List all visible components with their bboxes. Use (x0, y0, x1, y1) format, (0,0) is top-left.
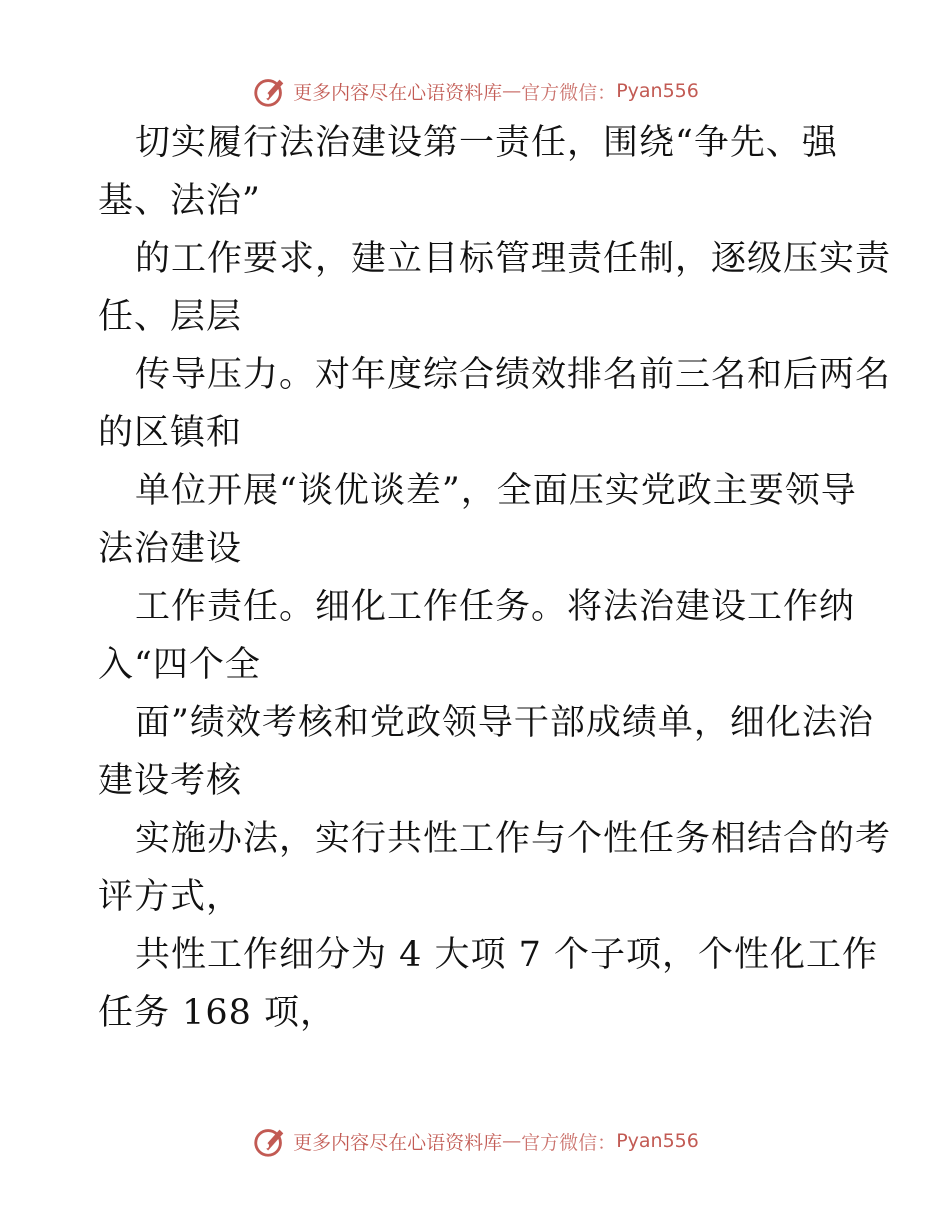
text-line: 任、层层 (98, 297, 243, 337)
watermark-code: Pyan556 (616, 1130, 699, 1152)
footer-watermark (0, 1121, 950, 1161)
watermark-code: Pyan556 (616, 80, 699, 102)
text-line: 评方式， (98, 877, 243, 917)
text-line: 法治建设 (98, 529, 243, 569)
text-line: 共性工作细分为 4 大项 7 个子项，个性化工作 (135, 935, 879, 975)
header-watermark (0, 71, 950, 111)
text-line: 切实履行法治建设第一责任，围绕“争先、强 (135, 123, 838, 163)
text-line: 基、法治” (98, 181, 261, 221)
pen-nib-logo-icon (251, 72, 289, 110)
text-line: 任务 168 项， (98, 993, 337, 1033)
text-line: 的工作要求，建立目标管理责任制，逐级压实责 (135, 239, 892, 279)
text-line: 传导压力。对年度综合绩效排名前三名和后两名 (135, 355, 892, 395)
text-line: 工作责任。细化工作任务。将法治建设工作纳 (135, 587, 856, 627)
watermark-label: 官方微信： (521, 1131, 617, 1154)
document-body (98, 114, 892, 1042)
watermark-separator: — (502, 80, 522, 102)
text-line: 实施办法，实行共性工作与个性任务相结合的考 (135, 819, 892, 859)
watermark-brand: 更多内容尽在心语资料库 (293, 1131, 503, 1154)
watermark-separator: — (502, 1130, 522, 1152)
watermark-label: 官方微信： (521, 81, 617, 104)
text-line: 入“四个全 (98, 645, 261, 685)
text-line: 单位开展“谈优谈差”，全面压实党政主要领导 (135, 471, 857, 511)
text-line: 建设考核 (98, 761, 243, 801)
text-line: 的区镇和 (98, 413, 243, 453)
watermark-brand: 更多内容尽在心语资料库 (293, 81, 503, 104)
text-line: 面”绩效考核和党政领导干部成绩单，细化法治 (135, 703, 874, 743)
pen-nib-logo-icon (251, 1122, 289, 1160)
